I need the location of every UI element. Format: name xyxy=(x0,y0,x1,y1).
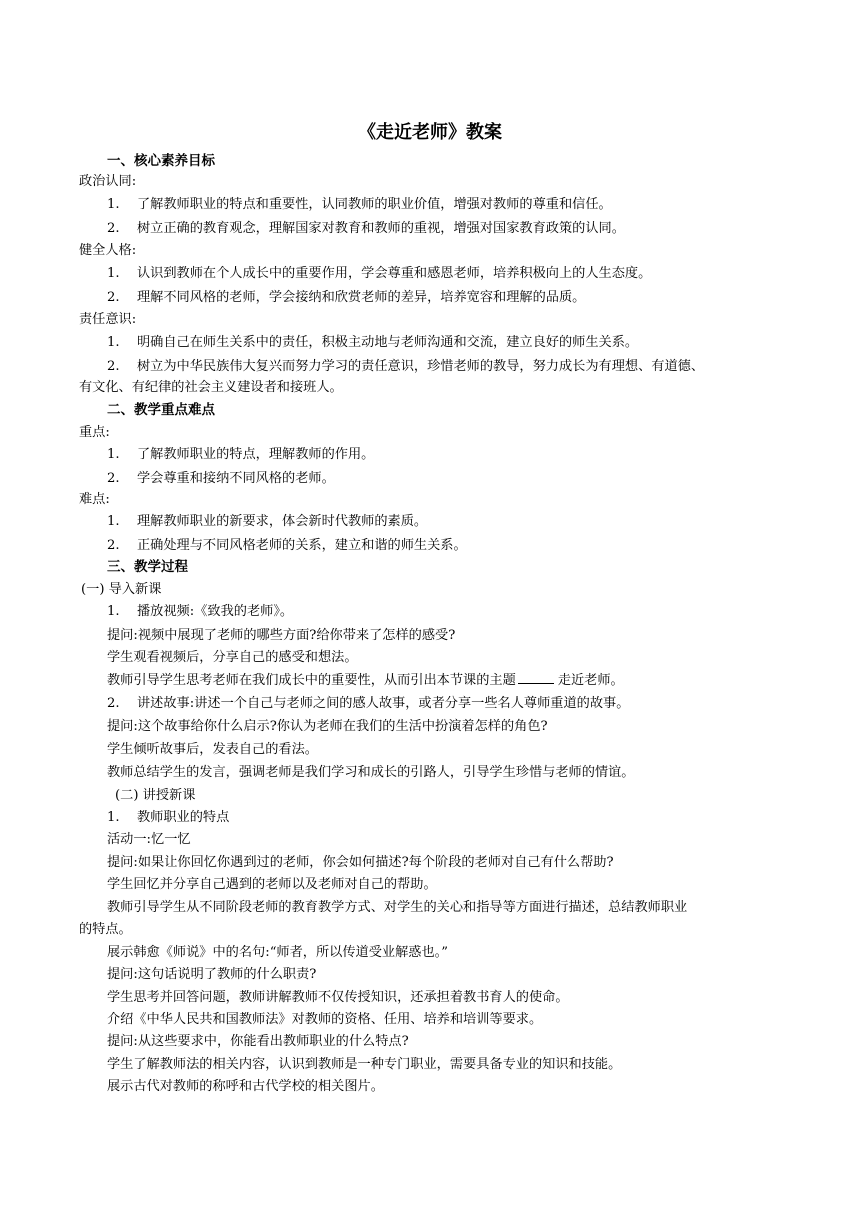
paragraph: 提问:从这些要求中，你能看出教师职业的什么特点? xyxy=(107,1034,409,1049)
section-heading-goals: 一、核心素养目标 xyxy=(107,153,215,169)
list-item xyxy=(107,602,293,622)
list-text: 明确自己在师生关系中的责任，积极主动地与老师沟通和交流，建立良好的师生关系。 xyxy=(137,335,639,350)
list-number: 2. xyxy=(107,359,120,374)
paragraph: 学生了解教师法的相关内容，认识到教师是一种专门职业，需要具备专业的知识和技能。 xyxy=(107,1057,622,1072)
list-number: 2. xyxy=(107,696,120,711)
list-number: 2. xyxy=(107,221,120,236)
list-item xyxy=(107,288,585,308)
list-number: 1. xyxy=(107,266,120,281)
list-item xyxy=(107,333,638,353)
list-item xyxy=(107,808,229,828)
paragraph-text: 教师引导学生思考老师在我们成长中的重要性，从而引出本节课的主题 xyxy=(107,673,516,688)
paragraph: 学生观看视频后，分享自己的感受和想法。 xyxy=(107,650,358,665)
subheading-teaching: (二) 讲授新课 xyxy=(115,788,196,803)
paragraph: 展示古代对教师的称呼和古代学校的相关图片。 xyxy=(107,1079,384,1094)
paragraph: 展示韩愈《师说》中的名句:“师者，所以传道受业解惑也。” xyxy=(107,945,449,960)
list-item xyxy=(107,357,704,377)
list-item xyxy=(107,512,427,532)
paragraph: 学生倾听故事后，发表自己的看法。 xyxy=(107,742,318,757)
list-item xyxy=(107,264,651,284)
list-text: 树立正确的教育观念，理解国家对教育和教师的重视，增强对国家教育政策的认同。 xyxy=(137,221,625,236)
paragraph: 提问:这个故事给你什么启示?你认为老师在我们的生活中扮演着怎样的角色? xyxy=(107,719,548,734)
list-item xyxy=(107,445,374,465)
subheading-intro: (一) 导入新课 xyxy=(81,582,162,597)
subheading-key: 重点: xyxy=(79,425,110,440)
list-item xyxy=(107,694,629,714)
paragraph: 教师引导学生从不同阶段老师的教育教学方式、对学生的关心和指导等方面进行描述，总结教师职业 xyxy=(107,900,688,915)
paragraph: 介绍《中华人民共和国教师法》对教师的资格、任用、培养和培训等要求。 xyxy=(107,1012,543,1027)
list-number: 1. xyxy=(107,197,120,212)
list-text: 了解教师职业的特点，理解教师的作用。 xyxy=(137,447,375,462)
paragraph: 学生回忆并分享自己遇到的老师以及老师对自己的帮助。 xyxy=(107,877,437,892)
list-item xyxy=(107,219,625,239)
paragraph: 活动一:忆一忆 xyxy=(107,832,191,847)
subheading-difficult: 难点: xyxy=(79,492,110,507)
subheading-responsibility: 责任意识: xyxy=(79,312,137,327)
list-text: 树立为中华民族伟大复兴而努力学习的责任意识，珍惜老师的教导，努力成长为有理想、有道德、 xyxy=(137,359,705,374)
paragraph: 提问:这句话说明了教师的什么职责? xyxy=(107,967,317,982)
paragraph xyxy=(107,671,624,691)
list-text: 讲述故事:讲述一个自己与老师之间的感人故事，或者分享一些名人尊师重道的故事。 xyxy=(137,696,630,711)
list-text: 认识到教师在个人成长中的重要作用，学会尊重和感恩老师，培养积极向上的人生态度。 xyxy=(137,266,652,281)
paragraph: 提问:如果让你回忆你遇到过的老师，你会如何描述?每个阶段的老师对自己有什么帮助? xyxy=(107,855,614,870)
subheading-political: 政治认同: xyxy=(79,174,137,189)
list-text: 理解不同风格的老师，学会接纳和欣赏老师的差异，培养宽容和理解的品质。 xyxy=(137,290,586,305)
list-item xyxy=(107,195,612,215)
list-text: 教师职业的特点 xyxy=(137,810,230,825)
paragraph: 学生思考并回答问题，教师讲解教师不仅传授知识，还承担着教书育人的使命。 xyxy=(107,990,569,1005)
list-text: 了解教师职业的特点和重要性，认同教师的职业价值，增强对教师的尊重和信任。 xyxy=(137,197,612,212)
list-number: 2. xyxy=(107,538,120,553)
paragraph: 提问:视频中展现了老师的哪些方面?给你带来了怎样的感受? xyxy=(107,628,456,643)
section-heading-process: 三、教学过程 xyxy=(107,559,188,575)
list-number: 1. xyxy=(107,514,120,529)
list-text: 播放视频:《致我的老师》。 xyxy=(137,604,294,619)
list-number: 1. xyxy=(107,447,120,462)
list-number: 1. xyxy=(107,335,120,350)
list-text: 理解教师职业的新要求，体会新时代教师的素质。 xyxy=(137,514,428,529)
subheading-personality: 健全人格: xyxy=(79,243,137,258)
fill-blank xyxy=(518,671,554,684)
section-heading-keypoints: 二、教学重点难点 xyxy=(107,402,215,418)
list-number: 1. xyxy=(107,604,120,619)
document-title: 《走近老师》教案 xyxy=(358,122,502,143)
list-number: 1. xyxy=(107,810,120,825)
list-item xyxy=(107,536,467,556)
paragraph-continued: 的特点。 xyxy=(79,922,132,937)
paragraph-text: 走近老师。 xyxy=(557,673,624,688)
list-text-continued: 有文化、有纪律的社会主义建设者和接班人。 xyxy=(79,380,343,395)
list-text: 学会尊重和接纳不同风格的老师。 xyxy=(137,471,335,486)
list-text: 正确处理与不同风格老师的关系，建立和谐的师生关系。 xyxy=(137,538,467,553)
list-number: 2. xyxy=(107,471,120,486)
list-number: 2. xyxy=(107,290,120,305)
paragraph: 教师总结学生的发言，强调老师是我们学习和成长的引路人，引导学生珍惜与老师的情谊。 xyxy=(107,765,635,780)
list-item xyxy=(107,469,335,489)
